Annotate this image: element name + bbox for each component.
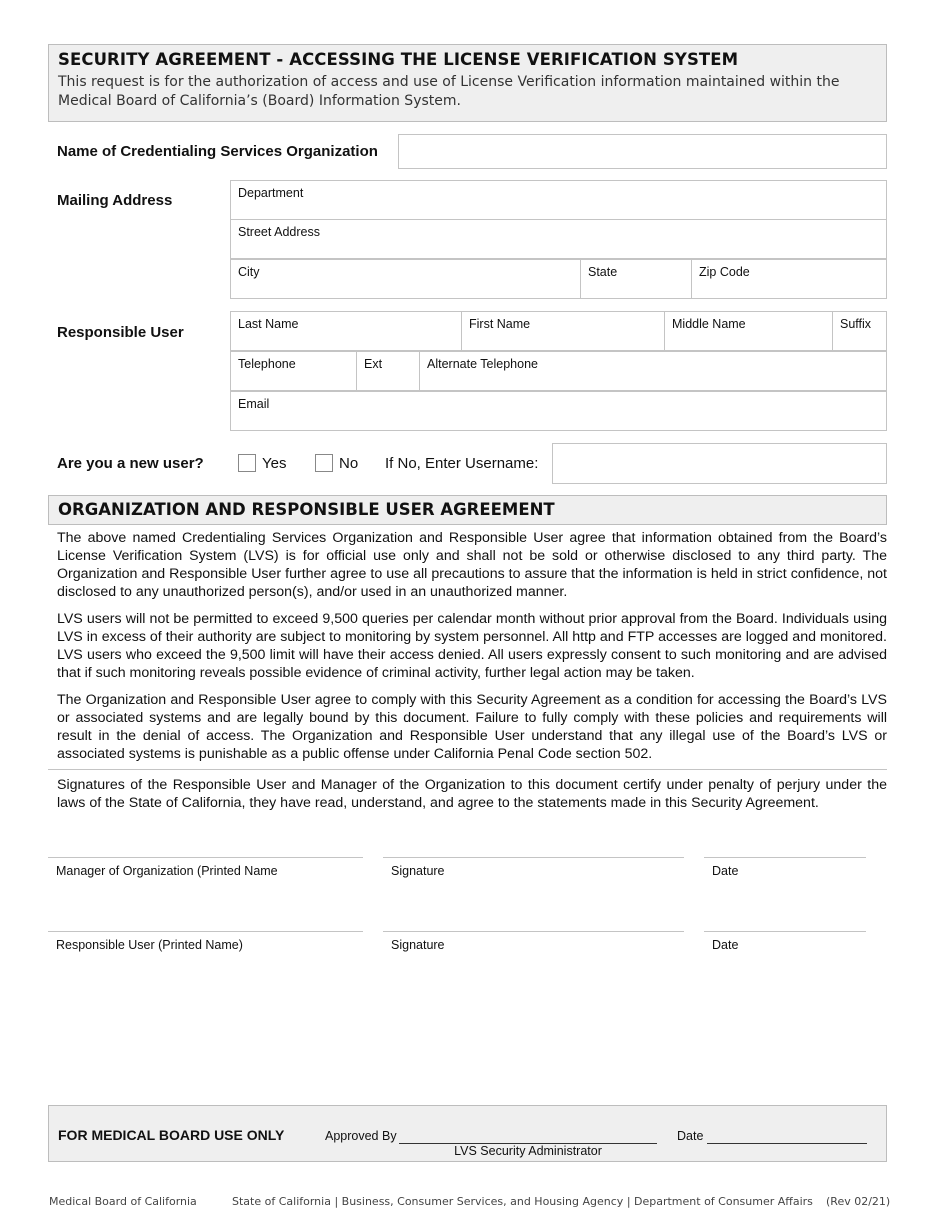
street-address-caption: Street Address: [238, 225, 320, 239]
divider: [48, 769, 887, 770]
ext-field[interactable]: [357, 352, 420, 390]
user-date-caption: Date: [712, 938, 739, 952]
first-name-field[interactable]: [462, 312, 665, 350]
name-row: [230, 311, 887, 351]
form-subtitle: This request is for the authorization of access and use of License Verification information maintained within the Medical Board of California’s (Board) Information System.: [58, 74, 840, 109]
manager-date-caption: Date: [712, 864, 739, 878]
username-label: If No, Enter Username:: [385, 455, 539, 472]
manager-signature-line[interactable]: [383, 857, 684, 884]
phone-row: [230, 351, 887, 391]
user-name-line[interactable]: [48, 931, 363, 958]
manager-date-line[interactable]: [704, 857, 866, 884]
city-state-zip-row: [230, 259, 887, 299]
agreement-title: ORGANIZATION AND RESPONSIBLE USER AGREEMENT: [48, 495, 887, 525]
yes-checkbox[interactable]: [238, 454, 256, 472]
agreement-paragraph-2: LVS users will not be permitted to exceed 9,500 queries per calendar month without prior approval from the Board. Individuals using LVS in excess of their authority are subject to monitoring by system personnel. All http and FTP accesses are logged and monitored. LVS users who exceed the 9,500 limit will have their access denied. All users expressly consent to such monitoring and are advised that if such monitoring reveals possible evidence of criminal activity, further legal action may be taken.: [57, 611, 887, 681]
new-user-label: Are you a new user?: [57, 455, 204, 472]
manager-name-line[interactable]: [48, 857, 363, 884]
email-caption: Email: [238, 397, 270, 411]
middle-name-field[interactable]: [665, 312, 833, 350]
no-label: No: [339, 455, 359, 472]
mailing-address-label: Mailing Address: [57, 192, 173, 209]
email-field[interactable]: [230, 391, 887, 431]
board-date-line[interactable]: [707, 1143, 867, 1144]
agreement-paragraph-1: The above named Credentialing Services Organization and Responsible User agree that information obtained from the Board’s License Verification System (LVS) is for official use only and shall not be sold or otherwise disclosed to any third party. The Organization and Responsible User further agree to use all precautions to assure that the information is held in strict confidence, not disclosed to any unauthorized person(s), and/or used in an unauthorized manner.: [57, 530, 887, 600]
board-use-label: FOR MEDICAL BOARD USE ONLY: [58, 1127, 285, 1143]
first-name-caption: First Name: [469, 317, 531, 331]
user-signature-caption: Signature: [391, 938, 445, 952]
footer-right: (Rev 02/21): [826, 1195, 891, 1208]
manager-signature-caption: Signature: [391, 864, 445, 878]
org-label: Name of Credentialing Services Organization: [57, 143, 378, 160]
zip-field[interactable]: [692, 260, 886, 298]
user-name-caption: Responsible User (Printed Name): [56, 938, 243, 952]
agreement-paragraph-4: Signatures of the Responsible User and Manager of the Organization to this document certify under penalty of perjury under the laws of the State of California, they have read, understand, and agree to the statements made in this Security Agreement.: [57, 777, 887, 811]
footer-left: Medical Board of California: [49, 1195, 197, 1208]
username-input[interactable]: [552, 443, 887, 484]
responsible-user-label: Responsible User: [57, 324, 184, 341]
zip-caption: Zip Code: [699, 265, 750, 279]
department-field[interactable]: [230, 180, 887, 220]
board-use-box: [48, 1105, 887, 1162]
city-caption: City: [238, 265, 260, 279]
suffix-caption: Suffix: [840, 317, 872, 331]
state-field[interactable]: [581, 260, 692, 298]
state-caption: State: [588, 265, 618, 279]
footer-center: State of California | Business, Consumer Services, and Housing Agency | Department of Consumer Affairs: [232, 1195, 813, 1208]
manager-name-caption: Manager of Organization (Printed Name: [56, 864, 278, 878]
user-signature-line[interactable]: [383, 931, 684, 958]
yes-label: Yes: [262, 455, 287, 472]
agreement-paragraph-3: The Organization and Responsible User agree to comply with this Security Agreement as a condition for accessing the Board’s LVS or associated systems and are legally bound by this document. Failure to fully comply with these policies and requirements will result in the denial of access. The Organization and Responsible User understand that any illegal use of the Board’s LVS or associated systems is punishable as a public offense under California Penal Code section 502.: [57, 692, 887, 762]
last-name-field[interactable]: [231, 312, 462, 350]
admin-caption: LVS Security Administrator: [454, 1144, 602, 1158]
telephone-caption: Telephone: [238, 357, 296, 371]
department-caption: Department: [238, 186, 304, 200]
last-name-caption: Last Name: [238, 317, 299, 331]
middle-name-caption: Middle Name: [672, 317, 746, 331]
board-date-label: Date: [677, 1129, 704, 1143]
form-title: SECURITY AGREEMENT - ACCESSING THE LICENSE VERIFICATION SYSTEM: [58, 50, 739, 69]
city-field[interactable]: [231, 260, 581, 298]
org-name-input[interactable]: [398, 134, 887, 169]
street-address-field[interactable]: [230, 219, 887, 259]
telephone-field[interactable]: [231, 352, 357, 390]
user-date-line[interactable]: [704, 931, 866, 958]
suffix-field[interactable]: [833, 312, 886, 350]
alternate-telephone-caption: Alternate Telephone: [427, 357, 538, 371]
header-box: [48, 44, 887, 122]
no-checkbox[interactable]: [315, 454, 333, 472]
alternate-telephone-field[interactable]: [420, 352, 886, 390]
approved-by-label: Approved By: [325, 1129, 397, 1143]
ext-caption: Ext: [364, 357, 383, 371]
